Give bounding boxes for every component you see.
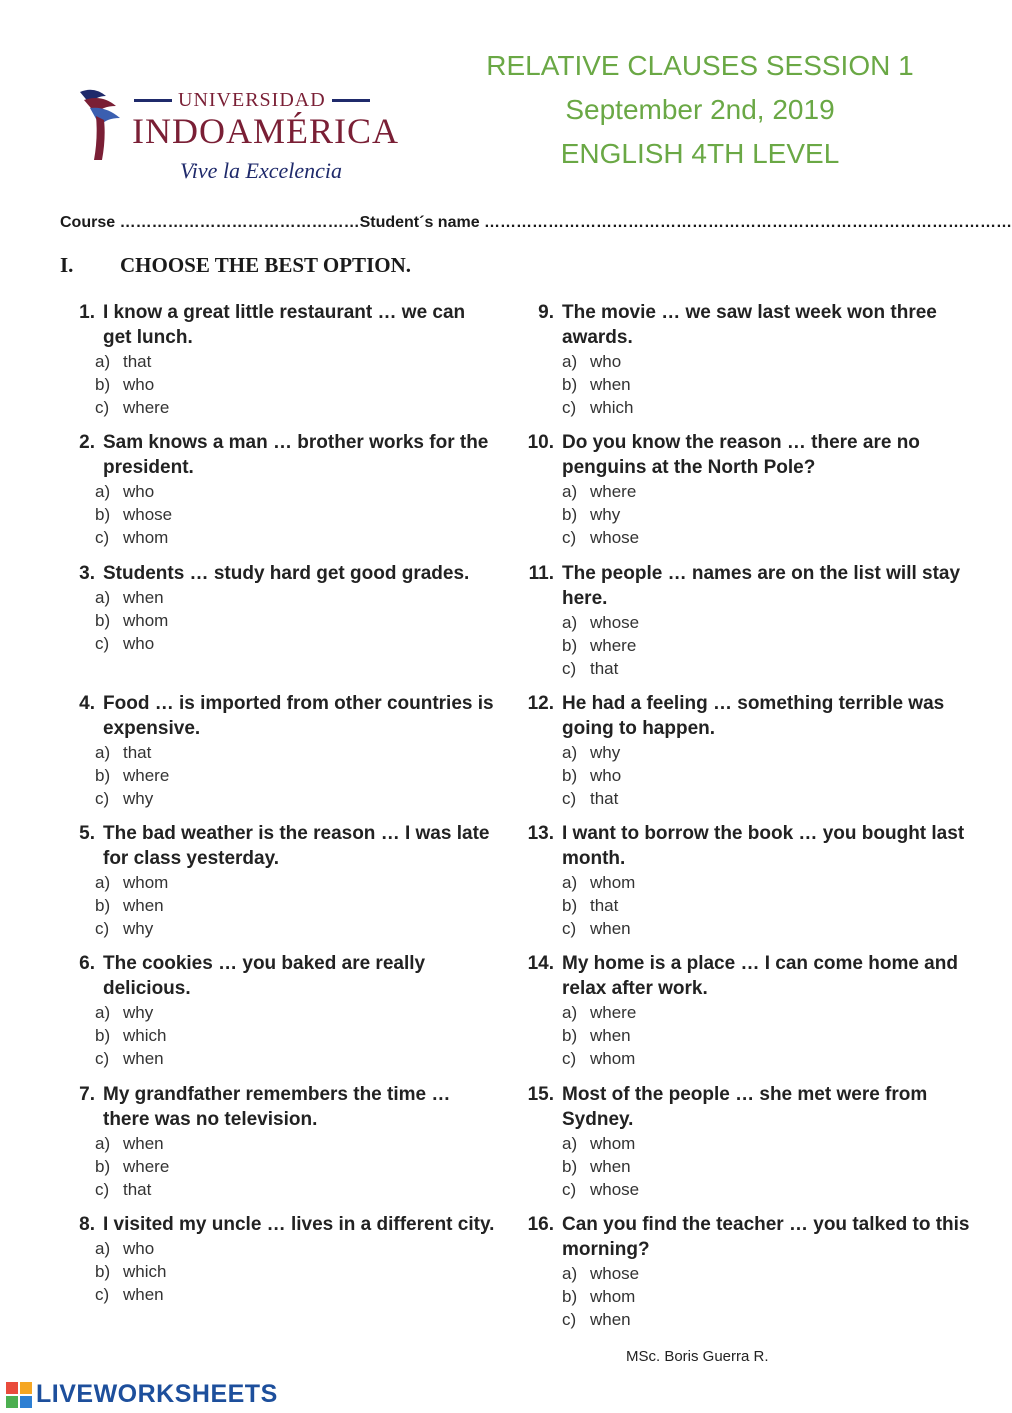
logo-bar-right <box>332 99 370 102</box>
question-item <box>55 1082 495 1212</box>
option-text: that <box>590 788 619 808</box>
answer-option[interactable] <box>55 1178 495 1201</box>
answer-option[interactable] <box>510 741 970 764</box>
question-number: 6. <box>79 953 95 975</box>
question-number: 4. <box>79 692 95 714</box>
option-text: when <box>123 587 164 607</box>
option-letter: b) <box>95 1026 111 1046</box>
option-letter: b) <box>95 896 111 916</box>
option-letter: a) <box>562 1133 578 1153</box>
question-text <box>55 1082 495 1132</box>
question-stem: The bad weather is the reason … I was late for class yesterday. <box>103 823 490 870</box>
option-letter: a) <box>95 1133 111 1153</box>
option-letter: a) <box>562 742 578 762</box>
worksheet-level: ENGLISH 4TH LEVEL <box>560 138 840 169</box>
answer-option[interactable] <box>510 917 970 940</box>
answer-option[interactable] <box>510 1132 970 1155</box>
question-text <box>510 430 970 480</box>
answer-option[interactable] <box>510 1308 970 1331</box>
author-credit: MSc. Boris Guerra R. <box>626 1348 769 1365</box>
answer-option[interactable] <box>55 350 495 373</box>
logo-tagline: Vive la Excelencia <box>180 158 343 183</box>
answer-option[interactable] <box>55 1047 495 1070</box>
option-text: when <box>123 896 164 916</box>
question-number: 14. <box>527 953 554 975</box>
option-letter: b) <box>562 375 578 394</box>
question-number: 9. <box>538 302 554 323</box>
option-text: whom <box>123 528 169 548</box>
student-name-field[interactable]: Student´s name ……………………………………………………………………………………… <box>359 214 1012 231</box>
question-item <box>55 691 495 821</box>
answer-option[interactable] <box>55 894 495 917</box>
option-letter: b) <box>95 505 111 525</box>
option-text: who <box>590 765 622 785</box>
option-text: when <box>123 1133 164 1153</box>
liveworksheets-brand <box>6 1380 278 1409</box>
option-letter: a) <box>562 352 578 371</box>
option-text: why <box>123 788 154 808</box>
liveworksheets-logo-icon <box>6 1382 32 1408</box>
option-text: whom <box>123 610 169 630</box>
question-number: 10. <box>527 432 554 454</box>
answer-option[interactable] <box>510 1285 970 1308</box>
option-text: when <box>590 1156 631 1176</box>
answer-option[interactable] <box>55 764 495 787</box>
option-letter: c) <box>95 919 110 939</box>
answer-option[interactable] <box>55 373 495 396</box>
option-letter: c) <box>562 658 577 678</box>
question-stem: Students … study hard get good grades. <box>103 562 470 584</box>
question-item <box>510 300 970 430</box>
answer-option[interactable] <box>55 1237 495 1260</box>
question-number: 11. <box>528 562 554 584</box>
question-stem: I know a great little restaurant … we can get lunch. <box>103 302 466 348</box>
logo-top-line <box>134 89 370 112</box>
question-text <box>55 300 495 350</box>
option-letter: b) <box>562 765 578 785</box>
option-letter: a) <box>95 742 111 762</box>
option-text: which <box>123 1262 167 1282</box>
option-letter: a) <box>562 1003 578 1023</box>
answer-option[interactable] <box>55 1260 495 1283</box>
question-number: 1. <box>79 302 95 323</box>
option-letter: c) <box>562 528 577 548</box>
question-text <box>55 1212 495 1237</box>
answer-option[interactable] <box>55 632 495 655</box>
question-item <box>55 561 495 691</box>
logo-main-text: INDOAMÉRICA <box>132 111 399 151</box>
option-text: whom <box>123 873 169 893</box>
question-stem: I want to borrow the book … you bought last month. <box>562 823 965 870</box>
logo-emblem-icon <box>76 86 130 166</box>
question-item <box>510 561 970 691</box>
answer-option[interactable] <box>510 1001 970 1024</box>
answer-option[interactable] <box>510 373 970 396</box>
answer-option[interactable] <box>510 1024 970 1047</box>
option-text: who <box>123 1239 155 1259</box>
question-item <box>55 821 495 951</box>
option-text: whose <box>590 1179 640 1199</box>
question-stem: Can you find the teacher … you talked to this morning? <box>562 1214 970 1261</box>
option-letter: b) <box>95 1156 111 1176</box>
answer-option[interactable] <box>55 1024 495 1047</box>
answer-option[interactable] <box>55 526 495 549</box>
option-letter: b) <box>562 1287 578 1307</box>
option-letter: a) <box>95 352 111 371</box>
answer-option[interactable] <box>55 1132 495 1155</box>
answer-option[interactable] <box>510 764 970 787</box>
question-item <box>55 951 495 1081</box>
question-number: 7. <box>79 1083 95 1105</box>
university-logo <box>76 80 406 190</box>
question-number: 12. <box>527 692 554 714</box>
section-title: CHOOSE THE BEST OPTION. <box>120 253 411 277</box>
answer-option[interactable] <box>510 503 970 526</box>
answer-option[interactable] <box>55 396 495 419</box>
option-text: where <box>123 398 170 417</box>
question-item <box>55 430 495 560</box>
option-letter: b) <box>562 1156 578 1176</box>
option-text: when <box>590 919 631 939</box>
answer-option[interactable] <box>510 657 970 680</box>
option-text: why <box>123 1003 154 1023</box>
answer-option[interactable] <box>510 350 970 373</box>
option-text: who <box>123 375 155 394</box>
question-number: 5. <box>79 823 95 845</box>
option-text: when <box>590 375 631 394</box>
question-stem: I visited my uncle … lives in a different city. <box>103 1214 495 1236</box>
option-text: where <box>123 765 170 785</box>
option-letter: c) <box>562 919 577 939</box>
question-text <box>510 1082 970 1132</box>
option-text: why <box>590 505 621 525</box>
option-text: whom <box>590 1049 636 1069</box>
question-text <box>55 430 495 480</box>
logo-top-text: UNIVERSIDAD <box>178 89 326 111</box>
answer-option[interactable] <box>510 1047 970 1070</box>
question-number: 2. <box>79 432 95 454</box>
question-stem: The movie … we saw last week won three awards. <box>562 302 937 348</box>
option-letter: c) <box>95 528 110 548</box>
questions-left-column <box>55 300 495 1342</box>
option-letter: b) <box>95 765 111 785</box>
answer-option[interactable] <box>55 787 495 810</box>
option-text: who <box>123 633 155 653</box>
option-text: when <box>590 1026 631 1046</box>
option-text: when <box>590 1310 631 1330</box>
option-text: why <box>123 919 154 939</box>
option-text: where <box>123 1156 170 1176</box>
question-stem: My home is a place … I can come home and relax after work. <box>562 953 958 1000</box>
option-text: whose <box>590 612 640 632</box>
option-letter: c) <box>95 1179 110 1199</box>
option-letter: b) <box>95 610 111 630</box>
question-number: 8. <box>79 1214 95 1236</box>
worksheet-heading <box>470 44 930 176</box>
option-text: that <box>123 352 152 371</box>
question-stem: Do you know the reason … there are no penguins at the North Pole? <box>562 432 920 479</box>
worksheet-date: September 2nd, 2019 <box>565 94 835 125</box>
option-letter: c) <box>95 1049 110 1069</box>
option-text: that <box>123 1179 152 1199</box>
question-item <box>55 300 495 430</box>
option-letter: c) <box>95 1285 110 1305</box>
course-field[interactable]: Course ……………………………………… <box>60 214 360 231</box>
question-number: 3. <box>79 562 95 584</box>
question-text <box>510 691 970 741</box>
question-text <box>510 951 970 1001</box>
answer-option[interactable] <box>510 611 970 634</box>
option-letter: c) <box>562 398 577 417</box>
option-letter: a) <box>562 873 578 893</box>
answer-option[interactable] <box>55 480 495 503</box>
option-letter: c) <box>95 788 110 808</box>
option-letter: b) <box>95 1262 111 1282</box>
question-text <box>55 561 495 586</box>
question-stem: The cookies … you baked are really delicious. <box>103 953 426 1000</box>
answer-option[interactable] <box>55 871 495 894</box>
answer-option[interactable] <box>510 526 970 549</box>
option-letter: b) <box>562 896 578 916</box>
option-text: when <box>123 1049 164 1069</box>
answer-option[interactable] <box>55 741 495 764</box>
option-text: which <box>123 1026 167 1046</box>
option-text: where <box>590 482 637 502</box>
option-text: where <box>590 1003 637 1023</box>
option-letter: c) <box>562 1310 577 1330</box>
option-letter: c) <box>95 633 110 653</box>
option-text: who <box>123 482 155 502</box>
answer-option[interactable] <box>510 787 970 810</box>
option-text: whom <box>590 1133 636 1153</box>
option-letter: a) <box>95 873 111 893</box>
option-text: whom <box>590 873 636 893</box>
question-number: 16. <box>527 1214 554 1236</box>
option-text: that <box>123 742 152 762</box>
option-letter: c) <box>562 1179 577 1199</box>
option-text: that <box>590 896 619 916</box>
option-letter: a) <box>95 587 111 607</box>
logo-bar-left <box>134 99 172 102</box>
option-letter: a) <box>95 482 111 502</box>
question-stem: Most of the people … she met were from Sydney. <box>562 1083 928 1130</box>
option-text: whom <box>590 1287 636 1307</box>
option-text: which <box>590 398 634 417</box>
option-letter: a) <box>95 1003 111 1023</box>
option-text: whose <box>123 505 173 525</box>
option-letter: b) <box>95 375 111 394</box>
option-letter: b) <box>562 1026 578 1046</box>
question-item <box>510 951 970 1081</box>
option-text: whose <box>590 1264 640 1284</box>
question-text <box>55 691 495 741</box>
answer-option[interactable] <box>510 480 970 503</box>
question-item <box>510 691 970 821</box>
answer-option[interactable] <box>510 894 970 917</box>
answer-option[interactable] <box>55 1001 495 1024</box>
question-text <box>510 561 970 611</box>
question-text <box>510 821 970 871</box>
answer-option[interactable] <box>55 503 495 526</box>
answer-option[interactable] <box>55 609 495 632</box>
answer-option[interactable] <box>55 1155 495 1178</box>
option-letter: a) <box>562 1264 578 1284</box>
question-text <box>55 951 495 1001</box>
option-letter: c) <box>95 398 110 417</box>
answer-option[interactable] <box>510 396 970 419</box>
question-stem: My grandfather remembers the time … there was no television. <box>103 1083 451 1130</box>
option-letter: c) <box>562 1049 577 1069</box>
student-fields <box>60 214 1012 232</box>
option-text: when <box>123 1285 164 1305</box>
option-text: that <box>590 658 619 678</box>
question-number: 15. <box>527 1083 554 1105</box>
question-stem: Sam knows a man … brother works for the president. <box>103 432 489 479</box>
question-item <box>55 1212 495 1342</box>
worksheet-title: RELATIVE CLAUSES SESSION 1 <box>486 50 914 81</box>
answer-option[interactable] <box>55 1283 495 1306</box>
answer-option[interactable] <box>510 634 970 657</box>
option-letter: b) <box>562 635 578 655</box>
option-letter: a) <box>562 482 578 502</box>
question-stem: The people … names are on the list will stay here. <box>562 562 961 609</box>
option-letter: a) <box>562 612 578 632</box>
section-heading <box>60 253 411 278</box>
option-letter: b) <box>562 505 578 525</box>
answer-option[interactable] <box>510 1178 970 1201</box>
liveworksheets-text: LIVEWORKSHEETS <box>36 1380 278 1408</box>
answer-option[interactable] <box>510 1155 970 1178</box>
question-item <box>510 821 970 951</box>
question-item <box>510 1082 970 1212</box>
question-text <box>55 821 495 871</box>
answer-option[interactable] <box>510 871 970 894</box>
question-text <box>510 300 970 350</box>
question-stem: Food … is imported from other countries is expensive. <box>103 692 494 739</box>
option-letter: a) <box>95 1239 111 1259</box>
answer-option[interactable] <box>55 917 495 940</box>
section-number: I. <box>60 253 74 277</box>
question-number: 13. <box>527 823 554 845</box>
question-stem: He had a feeling … something terrible was going to happen. <box>562 692 945 739</box>
question-item <box>510 430 970 560</box>
option-text: who <box>590 352 622 371</box>
option-text: why <box>590 742 621 762</box>
questions-right-column <box>510 300 970 1342</box>
question-text <box>510 1212 970 1262</box>
answer-option[interactable] <box>510 1262 970 1285</box>
option-text: where <box>590 635 637 655</box>
answer-option[interactable] <box>55 586 495 609</box>
question-item <box>510 1212 970 1342</box>
option-letter: c) <box>562 788 577 808</box>
option-text: whose <box>590 528 640 548</box>
